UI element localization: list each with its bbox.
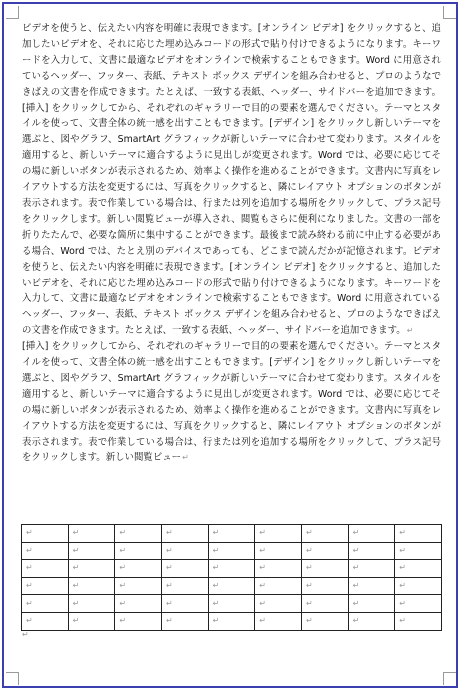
table-cell[interactable]: ↵ — [115, 595, 162, 613]
table-row — [22, 595, 442, 613]
table-cell[interactable]: ↵ — [68, 542, 115, 560]
table-cell[interactable]: ↵ — [161, 542, 208, 560]
table-row — [22, 542, 442, 560]
table-cell[interactable]: ↵ — [301, 612, 348, 630]
margin-corner-bottom-right — [443, 672, 456, 685]
table-cell[interactable]: ↵ — [115, 525, 162, 543]
table-cell[interactable]: ↵ — [395, 560, 442, 578]
paragraph-text: ビデオを使うと、伝えたい内容を明確に表現できます。[オンライン ビデオ] をクリックすると、追加したいビデオを、それに応じた埋め込みコードの形式で貼り付けできるようになります。キーワードを入力して、文書に最適なビデオをオンラインで検索することもできます。Word に用意されているヘッダー、フッター、表紙、テキスト ボックス デザインを組み合わせると、プロのようなできばえの文書を作成できます。たとえば、一致する表紙、ヘッダー、サイドバーを追加できます。[挿入] をクリックしてから、それぞれのギャラリーで目的の要素を選んでください。テーマとスタイルを使って、文書全体の統一感を出すこともできます。[デザイン] をクリックし新しいテーマを選ぶと、図やグラフ、SmartArt グラフィックが新しいテーマに合わせて変わります。スタイルを適用すると、新しいテーマに適合するように見出しが変更されます。Word では、必要に応じてその場に新しいボタンが表示されるため、効率よく操作を進めることができます。文書内に写真をレイアウトする方法を変更するには、写真をクリックすると、隣にレイアウト オプションのボタンが表示されます。表で作業している場合は、行または列を追加する場所をクリックして、プラス記号をクリックします。新しい閲覧ビューが導入され、閲覧もさらに便利になりました。文書の一部を折りたたんで、必要な箇所に集中することができます。最後まで読み終わる前に中止する必要がある場合、Word では、たとえ別のデバイスであっても、どこまで読んだかが記憶されます。ビデオを使うと、伝えたい内容を明確に表現できます。[オンライン ビデオ] をクリックすると、追加したいビデオを、それに応じた埋め込みコードの形式で貼り付けできるようになります。キーワードを入力して、文書に最適なビデオをオンラインで検索することもできます。Word に用意されているヘッダー、フッター、表紙、テキスト ボックス デザインを組み合わせると、プロのようなできばえの文書を作成できます。たとえば、一致する表紙、ヘッダー、サイドバーを追加できます。 — [22, 23, 441, 337]
table-cell[interactable]: ↵ — [68, 577, 115, 595]
table-cell[interactable]: ↵ — [208, 542, 255, 560]
table-cell[interactable]: ↵ — [255, 542, 302, 560]
table-cell[interactable]: ↵ — [395, 612, 442, 630]
table-cell[interactable]: ↵ — [301, 595, 348, 613]
table-cell[interactable]: ↵ — [255, 595, 302, 613]
table-cell[interactable]: ↵ — [115, 542, 162, 560]
document-body[interactable] — [22, 21, 441, 466]
table-row — [22, 612, 442, 630]
table-cell[interactable]: ↵ — [395, 525, 442, 543]
table-cell[interactable]: ↵ — [395, 542, 442, 560]
paragraph-mark-icon: ↵ — [406, 326, 414, 336]
table-cell[interactable]: ↵ — [22, 577, 69, 595]
table-cell[interactable]: ↵ — [301, 525, 348, 543]
table-cell[interactable]: ↵ — [301, 577, 348, 595]
table-cell[interactable]: ↵ — [161, 612, 208, 630]
table-row — [22, 525, 442, 543]
table-cell[interactable]: ↵ — [301, 560, 348, 578]
margin-corner-top-left — [6, 6, 19, 19]
table-cell[interactable]: ↵ — [68, 612, 115, 630]
table-cell[interactable]: ↵ — [68, 560, 115, 578]
table-cell[interactable]: ↵ — [208, 595, 255, 613]
table-cell[interactable]: ↵ — [208, 612, 255, 630]
table-cell[interactable]: ↵ — [395, 595, 442, 613]
document-table[interactable] — [21, 524, 442, 631]
table-cell[interactable]: ↵ — [22, 542, 69, 560]
table-cell[interactable]: ↵ — [22, 612, 69, 630]
table-cell[interactable]: ↵ — [255, 525, 302, 543]
table-cell[interactable]: ↵ — [208, 525, 255, 543]
table-cell[interactable]: ↵ — [255, 560, 302, 578]
table-cell[interactable]: ↵ — [208, 577, 255, 595]
table-cell[interactable]: ↵ — [68, 525, 115, 543]
table-cell[interactable]: ↵ — [161, 577, 208, 595]
paragraph-mark-icon: ↵ — [182, 453, 189, 463]
table-cell[interactable]: ↵ — [348, 525, 395, 543]
table-cell[interactable]: ↵ — [22, 595, 69, 613]
table-cell[interactable]: ↵ — [115, 612, 162, 630]
table-cell[interactable]: ↵ — [161, 560, 208, 578]
table-cell[interactable]: ↵ — [161, 595, 208, 613]
table-cell[interactable]: ↵ — [348, 542, 395, 560]
table-cell[interactable]: ↵ — [348, 595, 395, 613]
table-cell[interactable]: ↵ — [161, 525, 208, 543]
table-cell[interactable]: ↵ — [68, 595, 115, 613]
margin-corner-top-right — [443, 6, 456, 19]
table-cell[interactable]: ↵ — [301, 542, 348, 560]
table-cell[interactable]: ↵ — [22, 560, 69, 578]
table-cell[interactable]: ↵ — [115, 560, 162, 578]
margin-corner-bottom-left — [6, 672, 19, 685]
table-cell[interactable]: ↵ — [348, 560, 395, 578]
table-cell[interactable]: ↵ — [255, 612, 302, 630]
paragraph-mark-icon: ↵ — [22, 630, 29, 639]
body-paragraph-2[interactable] — [22, 339, 441, 466]
table-cell[interactable]: ↵ — [348, 577, 395, 595]
paragraph-text: [挿入] をクリックしてから、それぞれのギャラリーで目的の要素を選んでください。テーマとスタイルを使って、文書全体の統一感を出すこともできます。[デザイン] をクリックし新しいテーマを選ぶと、図やグラフ、SmartArt グラフィックが新しいテーマに合わせて変わります。スタイルを適用すると、新しいテーマに適合するように見出しが変更されます。Word では、必要に応じてその場に新しいボタンが表示されるため、効率よく操作を進めることができます。文書内に写真をレイアウトする方法を変更するには、写真をクリックすると、隣にレイアウト オプションのボタンが表示されます。表で作業している場合は、行または列を追加する場所をクリックして、プラス記号をクリックします。新しい閲覧ビュー — [22, 341, 441, 464]
table-cell[interactable]: ↵ — [255, 577, 302, 595]
table-cell[interactable]: ↵ — [22, 525, 69, 543]
table-cell[interactable]: ↵ — [208, 560, 255, 578]
table-cell[interactable]: ↵ — [115, 577, 162, 595]
table-cell[interactable]: ↵ — [395, 577, 442, 595]
table-row — [22, 560, 442, 578]
body-paragraph-1[interactable] — [22, 21, 441, 339]
table-row — [22, 577, 442, 595]
table-cell[interactable]: ↵ — [348, 612, 395, 630]
